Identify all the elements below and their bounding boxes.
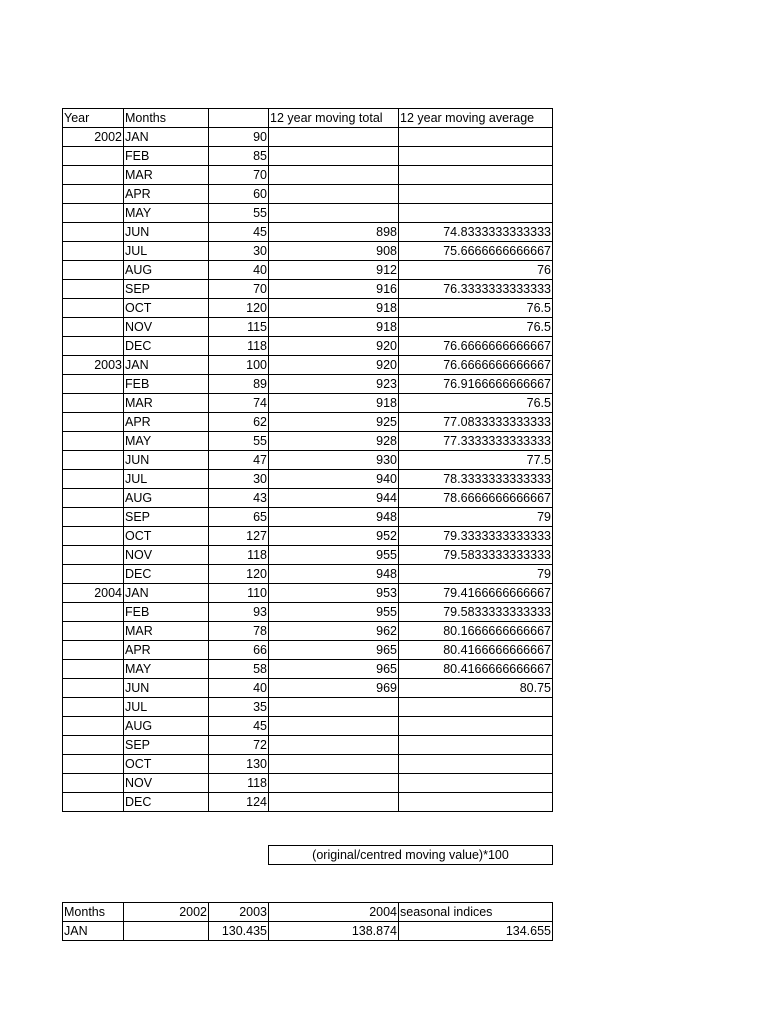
moving-average-table-cell[interactable] xyxy=(269,755,399,774)
moving-average-table-row xyxy=(63,489,553,508)
moving-average-table-cell[interactable] xyxy=(63,489,124,508)
moving-average-table-cell[interactable]: 80.4166666666667 xyxy=(399,641,553,660)
moving-average-table-header-cell[interactable]: 12 year moving average xyxy=(399,109,553,128)
moving-average-table-cell[interactable]: 962 xyxy=(269,622,399,641)
moving-average-table-cell[interactable] xyxy=(63,223,124,242)
moving-average-table-cell[interactable]: 918 xyxy=(269,394,399,413)
moving-average-table-cell[interactable]: AUG xyxy=(124,717,209,736)
moving-average-table-cell[interactable]: 948 xyxy=(269,565,399,584)
moving-average-table-cell[interactable]: 35 xyxy=(209,698,269,717)
moving-average-table-cell[interactable] xyxy=(63,451,124,470)
moving-average-table-cell[interactable]: JAN xyxy=(124,584,209,603)
moving-average-table-cell[interactable] xyxy=(63,318,124,337)
moving-average-table-cell[interactable]: MAY xyxy=(124,432,209,451)
formula-note-box xyxy=(268,845,553,865)
moving-average-table-cell[interactable]: 923 xyxy=(269,375,399,394)
moving-average-table-cell[interactable]: MAY xyxy=(124,204,209,223)
seasonal-indices-table-cell[interactable]: 134.655 xyxy=(399,922,553,941)
moving-average-table-row xyxy=(63,451,553,470)
moving-average-table-cell[interactable] xyxy=(63,185,124,204)
moving-average-table-cell[interactable]: APR xyxy=(124,641,209,660)
moving-average-table-cell[interactable] xyxy=(269,147,399,166)
formula-note[interactable]: (original/centred moving value)*100 xyxy=(269,846,553,865)
seasonal-indices-table-row xyxy=(63,922,553,941)
moving-average-table-cell[interactable]: OCT xyxy=(124,299,209,318)
moving-average-table-cell[interactable]: 79.5833333333333 xyxy=(399,546,553,565)
moving-average-table-cell[interactable] xyxy=(399,166,553,185)
moving-average-table-cell[interactable]: 60 xyxy=(209,185,269,204)
moving-average-table-cell[interactable]: 76.6666666666667 xyxy=(399,337,553,356)
moving-average-table-cell[interactable]: 77.5 xyxy=(399,451,553,470)
moving-average-table-cell[interactable]: 55 xyxy=(209,432,269,451)
moving-average-table-cell[interactable] xyxy=(63,641,124,660)
moving-average-table-cell[interactable]: 124 xyxy=(209,793,269,812)
moving-average-table-cell[interactable] xyxy=(63,413,124,432)
moving-average-table-cell[interactable]: NOV xyxy=(124,774,209,793)
moving-average-table-cell[interactable]: DEC xyxy=(124,337,209,356)
moving-average-table-cell[interactable]: 78.6666666666667 xyxy=(399,489,553,508)
moving-average-table-row xyxy=(63,736,553,755)
moving-average-table-cell[interactable]: 127 xyxy=(209,527,269,546)
moving-average-table-cell[interactable] xyxy=(399,128,553,147)
moving-average-table-cell[interactable]: 66 xyxy=(209,641,269,660)
moving-average-table-cell[interactable] xyxy=(269,774,399,793)
moving-average-table-cell[interactable] xyxy=(63,679,124,698)
seasonal-indices-table-header-cell[interactable]: seasonal indices xyxy=(399,903,553,922)
moving-average-table-row xyxy=(63,128,553,147)
moving-average-table-header-cell[interactable]: 12 year moving total xyxy=(269,109,399,128)
moving-average-table-cell[interactable]: MAR xyxy=(124,394,209,413)
moving-average-table-cell[interactable] xyxy=(63,242,124,261)
moving-average-table-cell[interactable] xyxy=(269,185,399,204)
moving-average-table-cell[interactable]: FEB xyxy=(124,603,209,622)
moving-average-table-row xyxy=(63,318,553,337)
moving-average-table-cell[interactable] xyxy=(63,375,124,394)
moving-average-table-row xyxy=(63,185,553,204)
moving-average-table-cell[interactable]: 78.3333333333333 xyxy=(399,470,553,489)
moving-average-table-cell[interactable]: 75.6666666666667 xyxy=(399,242,553,261)
moving-average-table-row xyxy=(63,527,553,546)
moving-average-table-row xyxy=(63,660,553,679)
moving-average-table-row xyxy=(63,394,553,413)
moving-average-table-cell[interactable]: 944 xyxy=(269,489,399,508)
moving-average-table-cell[interactable] xyxy=(63,261,124,280)
moving-average-table-cell[interactable]: 43 xyxy=(209,489,269,508)
moving-average-table-cell[interactable] xyxy=(63,337,124,356)
moving-average-table-cell[interactable]: 916 xyxy=(269,280,399,299)
moving-average-table-row xyxy=(63,356,553,375)
moving-average-table-cell[interactable] xyxy=(399,717,553,736)
moving-average-table-cell[interactable]: 100 xyxy=(209,356,269,375)
moving-average-table-cell[interactable] xyxy=(63,299,124,318)
seasonal-indices-table-cell[interactable]: 138.874 xyxy=(269,922,399,941)
moving-average-table-cell[interactable]: 2002 xyxy=(63,128,124,147)
moving-average-table-cell[interactable]: 918 xyxy=(269,299,399,318)
moving-average-table-header-cell[interactable]: Months xyxy=(124,109,209,128)
moving-average-table-cell[interactable] xyxy=(399,793,553,812)
moving-average-table-cell[interactable] xyxy=(63,166,124,185)
moving-average-table-cell[interactable]: 76.5 xyxy=(399,318,553,337)
moving-average-table-row xyxy=(63,793,553,812)
moving-average-table-row xyxy=(63,204,553,223)
moving-average-table-cell[interactable] xyxy=(269,166,399,185)
moving-average-table-cell[interactable] xyxy=(63,793,124,812)
moving-average-table-cell[interactable]: 969 xyxy=(269,679,399,698)
moving-average-table-cell[interactable]: 76.3333333333333 xyxy=(399,280,553,299)
moving-average-table-cell[interactable]: 898 xyxy=(269,223,399,242)
moving-average-table-cell[interactable]: 40 xyxy=(209,679,269,698)
moving-average-table-cell[interactable]: JUL xyxy=(124,242,209,261)
moving-average-table-cell[interactable]: 130 xyxy=(209,755,269,774)
moving-average-table-cell[interactable]: 55 xyxy=(209,204,269,223)
moving-average-table-cell[interactable] xyxy=(269,698,399,717)
moving-average-table-cell[interactable]: JUN xyxy=(124,679,209,698)
moving-average-table-cell[interactable]: 76.5 xyxy=(399,394,553,413)
moving-average-table-cell[interactable] xyxy=(63,603,124,622)
moving-average-table-cell[interactable]: 65 xyxy=(209,508,269,527)
moving-average-table-cell[interactable] xyxy=(63,717,124,736)
moving-average-table-row xyxy=(63,223,553,242)
moving-average-table-cell[interactable]: SEP xyxy=(124,280,209,299)
moving-average-table-cell[interactable]: 70 xyxy=(209,280,269,299)
moving-average-table-cell[interactable]: JUN xyxy=(124,451,209,470)
seasonal-indices-table-body xyxy=(63,903,553,941)
moving-average-table-cell[interactable]: 120 xyxy=(209,565,269,584)
moving-average-table-cell[interactable]: 118 xyxy=(209,774,269,793)
moving-average-table-cell[interactable]: 72 xyxy=(209,736,269,755)
seasonal-indices-table-cell[interactable]: JAN xyxy=(63,922,124,941)
moving-average-table-row xyxy=(63,337,553,356)
moving-average-table-row xyxy=(63,546,553,565)
moving-average-table-cell[interactable]: 80.4166666666667 xyxy=(399,660,553,679)
moving-average-table-row xyxy=(63,508,553,527)
moving-average-table-cell[interactable]: 85 xyxy=(209,147,269,166)
moving-average-table-row xyxy=(63,432,553,451)
moving-average-table-cell[interactable]: 58 xyxy=(209,660,269,679)
moving-average-table-cell[interactable]: 908 xyxy=(269,242,399,261)
moving-average-table-cell[interactable]: 2003 xyxy=(63,356,124,375)
moving-average-table-cell[interactable]: 30 xyxy=(209,470,269,489)
moving-average-table-cell[interactable]: 90 xyxy=(209,128,269,147)
moving-average-table-cell[interactable]: AUG xyxy=(124,261,209,280)
moving-average-table-cell[interactable]: 30 xyxy=(209,242,269,261)
moving-average-table-cell[interactable] xyxy=(63,394,124,413)
moving-average-table-cell[interactable] xyxy=(63,736,124,755)
moving-average-table-cell[interactable]: NOV xyxy=(124,318,209,337)
moving-average-table-cell[interactable]: 920 xyxy=(269,356,399,375)
moving-average-table-cell[interactable] xyxy=(399,755,553,774)
moving-average-table-cell[interactable]: 80.1666666666667 xyxy=(399,622,553,641)
moving-average-table-cell[interactable] xyxy=(63,527,124,546)
moving-average-table-cell[interactable]: DEC xyxy=(124,565,209,584)
moving-average-table-cell[interactable] xyxy=(63,698,124,717)
moving-average-table-row xyxy=(63,261,553,280)
moving-average-table-cell[interactable] xyxy=(63,622,124,641)
moving-average-table-cell[interactable]: APR xyxy=(124,413,209,432)
seasonal-indices-table-header-cell[interactable]: 2002 xyxy=(124,903,209,922)
moving-average-table-row xyxy=(63,584,553,603)
moving-average-table-cell[interactable]: 77.3333333333333 xyxy=(399,432,553,451)
moving-average-table-cell[interactable]: 62 xyxy=(209,413,269,432)
moving-average-table-cell[interactable]: 928 xyxy=(269,432,399,451)
moving-average-table-cell[interactable]: 118 xyxy=(209,337,269,356)
moving-average-table-cell[interactable] xyxy=(399,774,553,793)
moving-average-table-cell[interactable]: 952 xyxy=(269,527,399,546)
moving-average-table-cell[interactable] xyxy=(399,185,553,204)
moving-average-table-cell[interactable]: 47 xyxy=(209,451,269,470)
moving-average-table-cell[interactable]: 76.9166666666667 xyxy=(399,375,553,394)
moving-average-table-cell[interactable]: 118 xyxy=(209,546,269,565)
moving-average-table-cell[interactable]: 45 xyxy=(209,717,269,736)
moving-average-table-cell[interactable]: 965 xyxy=(269,641,399,660)
moving-average-table-cell[interactable] xyxy=(399,204,553,223)
moving-average-table-cell[interactable] xyxy=(269,793,399,812)
moving-average-table-row xyxy=(63,641,553,660)
moving-average-table-cell[interactable]: 79.4166666666667 xyxy=(399,584,553,603)
moving-average-table-cell[interactable]: 948 xyxy=(269,508,399,527)
moving-average-table-row xyxy=(63,755,553,774)
moving-average-table-cell[interactable]: JUN xyxy=(124,223,209,242)
seasonal-indices-table-cell[interactable] xyxy=(124,922,209,941)
moving-average-table-row xyxy=(63,166,553,185)
moving-average-table-cell[interactable]: 940 xyxy=(269,470,399,489)
moving-average-table-cell[interactable]: MAY xyxy=(124,660,209,679)
moving-average-table-cell[interactable]: 76.6666666666667 xyxy=(399,356,553,375)
moving-average-table-cell[interactable]: JAN xyxy=(124,128,209,147)
moving-average-table-cell[interactable] xyxy=(63,147,124,166)
moving-average-table-cell[interactable]: FEB xyxy=(124,375,209,394)
moving-average-table-cell[interactable]: 40 xyxy=(209,261,269,280)
moving-average-table-cell[interactable]: MAR xyxy=(124,622,209,641)
moving-average-table-row xyxy=(63,470,553,489)
seasonal-indices-table-header-row xyxy=(63,903,553,922)
moving-average-table-cell[interactable]: AUG xyxy=(124,489,209,508)
moving-average-table-cell[interactable]: 80.75 xyxy=(399,679,553,698)
moving-average-table-cell[interactable]: 955 xyxy=(269,603,399,622)
moving-average-table-header-row xyxy=(63,109,553,128)
moving-average-table-cell[interactable]: 79 xyxy=(399,565,553,584)
moving-average-table-cell[interactable]: 120 xyxy=(209,299,269,318)
moving-average-table-body xyxy=(63,109,553,812)
moving-average-table-cell[interactable] xyxy=(63,660,124,679)
moving-average-table-cell[interactable] xyxy=(399,147,553,166)
moving-average-table-row xyxy=(63,717,553,736)
moving-average-table-cell[interactable]: JUL xyxy=(124,470,209,489)
seasonal-indices-table-header-cell[interactable]: 2003 xyxy=(209,903,269,922)
moving-average-table-header-cell[interactable]: Year xyxy=(63,109,124,128)
moving-average-table-cell[interactable]: 955 xyxy=(269,546,399,565)
moving-average-table-row xyxy=(63,375,553,394)
moving-average-table-cell[interactable]: SEP xyxy=(124,508,209,527)
moving-average-table-cell[interactable]: 920 xyxy=(269,337,399,356)
moving-average-table-row xyxy=(63,147,553,166)
moving-average-table-cell[interactable]: FEB xyxy=(124,147,209,166)
moving-average-table-row xyxy=(63,565,553,584)
moving-average-table-cell[interactable]: 912 xyxy=(269,261,399,280)
moving-average-table-cell[interactable] xyxy=(63,508,124,527)
moving-average-table-cell[interactable] xyxy=(269,717,399,736)
moving-average-table-cell[interactable]: 76 xyxy=(399,261,553,280)
moving-average-table-row xyxy=(63,280,553,299)
moving-average-table-cell[interactable]: 930 xyxy=(269,451,399,470)
moving-average-table-cell[interactable]: 115 xyxy=(209,318,269,337)
moving-average-table-cell[interactable]: 77.0833333333333 xyxy=(399,413,553,432)
moving-average-table xyxy=(62,108,553,812)
moving-average-table-cell[interactable] xyxy=(399,736,553,755)
seasonal-indices-table-header-cell[interactable]: Months xyxy=(63,903,124,922)
moving-average-table-cell[interactable]: OCT xyxy=(124,527,209,546)
moving-average-table-row xyxy=(63,242,553,261)
moving-average-table-cell[interactable] xyxy=(63,774,124,793)
moving-average-table-cell[interactable]: 74.8333333333333 xyxy=(399,223,553,242)
moving-average-table-cell[interactable] xyxy=(399,698,553,717)
moving-average-table-cell[interactable]: 89 xyxy=(209,375,269,394)
moving-average-table-cell[interactable]: MAR xyxy=(124,166,209,185)
moving-average-table-cell[interactable]: 965 xyxy=(269,660,399,679)
moving-average-table-cell[interactable] xyxy=(269,736,399,755)
moving-average-table-cell[interactable]: 79.5833333333333 xyxy=(399,603,553,622)
seasonal-indices-table-cell[interactable]: 130.435 xyxy=(209,922,269,941)
moving-average-table-cell[interactable] xyxy=(63,470,124,489)
moving-average-table-cell[interactable]: APR xyxy=(124,185,209,204)
moving-average-table-cell[interactable] xyxy=(63,755,124,774)
moving-average-table-cell[interactable]: NOV xyxy=(124,546,209,565)
moving-average-table-cell[interactable] xyxy=(63,432,124,451)
moving-average-table-cell[interactable]: 110 xyxy=(209,584,269,603)
moving-average-table-cell[interactable] xyxy=(63,204,124,223)
moving-average-table-cell[interactable]: JUL xyxy=(124,698,209,717)
moving-average-table-cell[interactable]: 79 xyxy=(399,508,553,527)
moving-average-table-cell[interactable]: JAN xyxy=(124,356,209,375)
moving-average-table-cell[interactable]: 925 xyxy=(269,413,399,432)
moving-average-table-cell[interactable]: 70 xyxy=(209,166,269,185)
seasonal-indices-table xyxy=(62,902,553,941)
moving-average-table-cell[interactable] xyxy=(63,565,124,584)
moving-average-table-cell[interactable]: 918 xyxy=(269,318,399,337)
moving-average-table-cell[interactable]: 93 xyxy=(209,603,269,622)
moving-average-table-row xyxy=(63,413,553,432)
moving-average-table-cell[interactable]: 74 xyxy=(209,394,269,413)
moving-average-table-cell[interactable] xyxy=(269,128,399,147)
moving-average-table-cell[interactable]: 953 xyxy=(269,584,399,603)
moving-average-table-cell[interactable]: OCT xyxy=(124,755,209,774)
formula-note-row xyxy=(269,846,553,865)
moving-average-table-cell[interactable]: 2004 xyxy=(63,584,124,603)
moving-average-table-row xyxy=(63,774,553,793)
moving-average-table-cell[interactable]: 76.5 xyxy=(399,299,553,318)
moving-average-table-row xyxy=(63,603,553,622)
seasonal-indices-table-header-cell[interactable]: 2004 xyxy=(269,903,399,922)
moving-average-table-row xyxy=(63,622,553,641)
moving-average-table-cell[interactable]: SEP xyxy=(124,736,209,755)
moving-average-table-row xyxy=(63,679,553,698)
moving-average-table-cell[interactable]: 79.3333333333333 xyxy=(399,527,553,546)
moving-average-table-row xyxy=(63,698,553,717)
moving-average-table-cell[interactable]: 78 xyxy=(209,622,269,641)
moving-average-table-cell[interactable]: DEC xyxy=(124,793,209,812)
moving-average-table-header-cell[interactable] xyxy=(209,109,269,128)
moving-average-table-cell[interactable] xyxy=(63,546,124,565)
moving-average-table-cell[interactable] xyxy=(63,280,124,299)
moving-average-table-cell[interactable] xyxy=(269,204,399,223)
moving-average-table-cell[interactable]: 45 xyxy=(209,223,269,242)
moving-average-table-row xyxy=(63,299,553,318)
